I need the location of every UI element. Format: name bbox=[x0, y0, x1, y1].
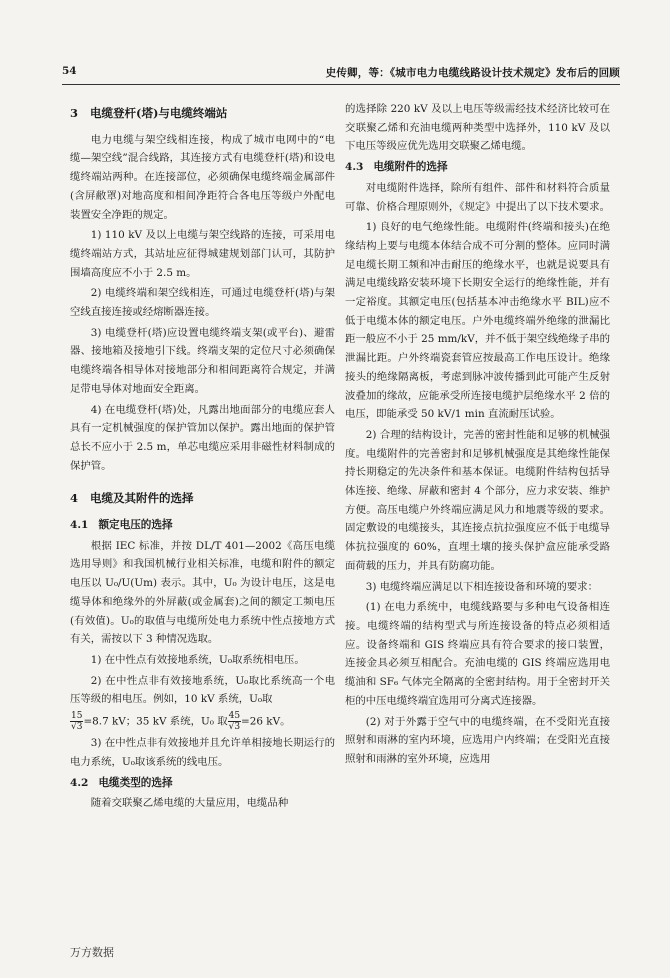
subsection-4-2-heading: 4.2 电缆类型的选择 bbox=[70, 776, 173, 789]
paragraph: 1) 110 kV 及以上电缆与架空线路的连接，可采用电缆终端站方式，其站址应征得城建规划部门认可，其防护围墙高度应不小于 2.5 m。 bbox=[70, 229, 335, 279]
left-column bbox=[70, 100, 335, 815]
paragraph: 3) 在中性点非有效接地并且允许单相接地长期运行的电力系统，U₀取该系统的线电压。 bbox=[70, 737, 335, 768]
formula-line: $\frac{15}{√3}$ =8.7 kV；35 kV 系统，U₀ 取 $\frac{45}{√3}$ =26 kV。 bbox=[70, 711, 291, 733]
section-4-heading: 4 电缆及其附件的选择 bbox=[70, 491, 194, 506]
paragraph: 对电缆附件选择，除所有组件、部件和材料符合质量可靠、价格合理原则外，《规定》中提出了以下技术要求。 bbox=[345, 181, 610, 213]
paragraph: 3) 电缆终端应满足以下相连接设备和环境的要求： bbox=[365, 580, 598, 593]
right-column bbox=[345, 100, 610, 771]
paragraph: 随着交联聚乙烯电缆的大量应用，电缆品种 bbox=[90, 797, 289, 810]
paragraph: 3) 电缆登杆(塔)应设置电缆终端支架(或平台)、避雷器、接地箱及接地引下线。终端支架的定位尺寸必须确保电缆终端各相导体对接地部分和相间距离符合规定，并满足带电导体对地面安全距离。 bbox=[70, 326, 335, 395]
paragraph: 2) 在中性点非有效接地系统，U₀取比系统高一个电压等级的相电压。例如，10 kV 系统，U₀取 bbox=[70, 674, 335, 706]
footer-watermark: 万方数据 bbox=[70, 946, 114, 959]
paragraph: (1) 在电力系统中，电缆线路要与多种电气设备相连接。电缆终端的结构型式与所连接设备的特点必须相适应。设备终端和 GIS 终端应具有符合要求的接口装置，连接金具必须互相配合。充油电缆的 GIS 终端应选用电缆油和 SF₆ 气体完全隔离的全密封结构。用于全密封开关柜的中压电缆终端宜选用可分离式连接器。 bbox=[345, 601, 610, 707]
page-number: 54 bbox=[62, 65, 77, 77]
paragraph: 2) 电缆终端和架空线相连，可通过电缆登杆(塔)与架空线直接连接或经熔断器连接。 bbox=[70, 287, 335, 319]
paragraph: 根据 IEC 标准，并按 DL/T 401—2002《高压电缆选用导则》和我国机械行业相关标准，电缆和附件的额定电压以 U₀/U(Um) 表示。其中，U₀ 为设计电压，这是电缆导体和绝缘外的外屏蔽(或金属套)之间的额定工频电压(有效值)。U₀的取值与电缆所处电力系统中性点接地方式有关，需按以下 3 种情况选取。 bbox=[70, 539, 335, 646]
paragraph: 电力电缆与架空线相连接，构成了城市电网中的“电缆—架空线”混合线路，其连接方式有电缆登杆(塔)和设电缆终端站两种。在连接部位，必须确保电缆终端金属部件(含屏敝罩)对地高度和相间净距符合各电压等级户外配电装置安全净距的规定。 bbox=[70, 133, 335, 221]
running-title: 史传卿，等：《城市电力电缆线路设计技术规定》发布后的回顾 bbox=[325, 67, 620, 79]
subsection-4-3-heading: 4.3 电缆附件的选择 bbox=[345, 161, 448, 174]
paragraph: 2) 合理的结构设计，完善的密封性能和足够的机械强度。电缆附件的完善密封和足够机械强度是其绝缘性能保持长期稳定的先决条件和基本保证。电缆附件结构包括导体连接、绝缘、屏蔽和密封 4 个部分，应力求安装、维护方便。高压电缆户外终端应满足风力和地震等级的要求。固定敷设的电缆接头，其连接点抗拉强度应不低于电缆导体抗拉强度的 60%，直埋土壤的接头保护盒应能承受路面荷载的压力，并具有防腐功能。 bbox=[345, 428, 610, 572]
paragraph: 1) 在中性点有效接地系统，U₀取系统相电压。 bbox=[90, 653, 305, 666]
fraction: $\frac{15}{√3}$ bbox=[70, 711, 83, 733]
paragraph: 4) 在电缆登杆(塔)处，凡露出地面部分的电缆应套人具有一定机械强度的保护管加以保护。露出地面的保护管总长不应小于 2.5 m，单芯电缆应采用非磁性材料制成的保护管。 bbox=[70, 403, 335, 472]
paragraph: 1) 良好的电气绝缘性能。电缆附件(终端和接头)在绝缘结构上要与电缆本体结合成不可分割的整体。应同时满足电缆长期工频和冲击耐压的绝缘水平，也就是说要具有满足电缆线路安装环境下长期安全运行的绝缘性能，并有一定裕度。其额定电压(包括基本冲击绝缘水平 BIL)应不低于电缆本体的额定电压。户外电缆终端外绝缘的泄漏比距一般应不小于 25 mm/kV，并不低于架空线绝缘子串的泄漏比距。户外终端瓷套管应按最高工作电压设计。绝缘接头的绝缘隔离板，考虑到脉冲波传播到此可能产生反射波叠加的缘故，应能承受所连接电缆护层绝缘水平 2 倍的电压，即能承受 50 kV/1 min 直流耐压试验。 bbox=[345, 221, 610, 421]
subsection-4-1-heading: 4.1 额定电压的选择 bbox=[70, 519, 173, 532]
paragraph: (2) 对于外露于空气中的电缆终端，在不受阳光直接照射和雨淋的室内环境，应选用户内终端；在受阳光直接照射和雨淋的室外环境，应选用 bbox=[345, 715, 610, 765]
fraction: $\frac{45}{√3}$ bbox=[228, 711, 241, 733]
paragraph: 的选择除 220 kV 及以上电压等级需经技术经济比较可在交联聚乙烯和充油电缆两种类型中选择外，110 kV 及以下电压等级应优先选用交联聚乙烯电缆。 bbox=[345, 103, 610, 153]
section-3-heading: 3 电缆登杆(塔)与电缆终端站 bbox=[70, 106, 228, 120]
page-header bbox=[62, 62, 620, 85]
